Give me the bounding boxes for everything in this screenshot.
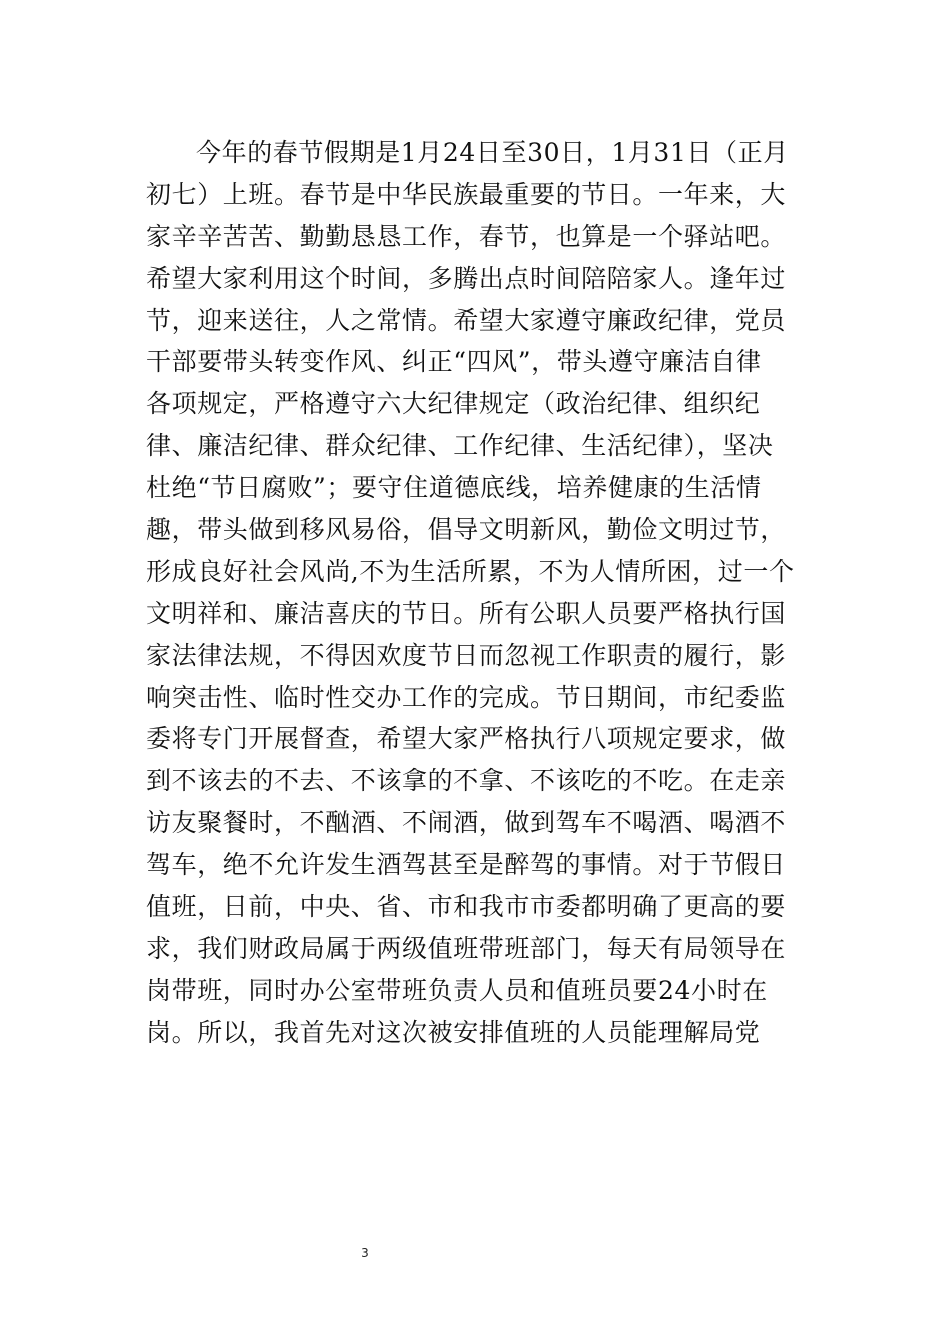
text-line-17: 访友聚餐时，不酗酒、不闹酒，做到驾车不喝酒、喝酒不 [146,808,787,838]
text-line-5: 节，迎来送往，人之常情。希望大家遵守廉政纪律，党员 [146,305,787,335]
text-line-11: 形成良好社会风尚,不为生活所累，不为人情所困，过一个 [146,556,795,586]
text-line-9: 杜绝“节日腐败”；要守住道德底线，培养健康的生活情 [146,473,762,503]
text-line-22: 岗。所以，我首先对这次被安排值班的人员能理解局党 [146,1017,761,1047]
body-paragraph [146,132,806,1054]
text-line-12: 文明祥和、廉洁喜庆的节日。所有公职人员要严格执行国 [146,598,787,628]
text-line-14: 响突击性、临时性交办工作的完成。节日期间，市纪委监 [146,682,787,712]
text-line-19: 值班，日前，中央、省、市和我市市委都明确了更高的要 [146,892,787,922]
text-line-10: 趣，带头做到移风易俗，倡导文明新风，勤俭文明过节， [146,515,787,545]
page-number: 3 [361,1246,369,1260]
text-line-13: 家法律法规，不得因欢度节日而忽视工作职责的履行，影 [146,640,787,670]
text-line-2: 初七）上班。春节是中华民族最重要的节日。一年来，大 [146,179,787,209]
text-line-4: 希望大家利用这个时间，多腾出点时间陪陪家人。逢年过 [146,263,787,293]
text-line-8: 律、廉洁纪律、群众纪律、工作纪律、生活纪律），坚决 [146,431,774,461]
text-line-16: 到不该去的不去、不该拿的不拿、不该吃的不吃。在走亲 [146,766,787,796]
text-line-15: 委将专门开展督查，希望大家严格执行八项规定要求，做 [146,724,787,754]
text-line-20: 求，我们财政局属于两级值班带班部门，每天有局领导在 [146,933,787,963]
text-line-3: 家辛辛苦苦、勤勤恳恳工作，春节，也算是一个驿站吧。 [146,221,787,251]
text-line-7: 各项规定，严格遵守六大纪律规定（政治纪律、组织纪 [146,389,761,419]
text-line-1: 今年的春节假期是1月24日至30日，1月31日（正月 [196,138,789,167]
text-line-6: 干部要带头转变作风、纠正“四风”，带头遵守廉洁自律 [146,347,762,377]
text-line-21: 岗带班，同时办公室带班负责人员和值班员要24小时在 [146,975,768,1005]
text-line-18: 驾车，绝不允许发生酒驾甚至是醉驾的事情。对于节假日 [146,850,787,880]
